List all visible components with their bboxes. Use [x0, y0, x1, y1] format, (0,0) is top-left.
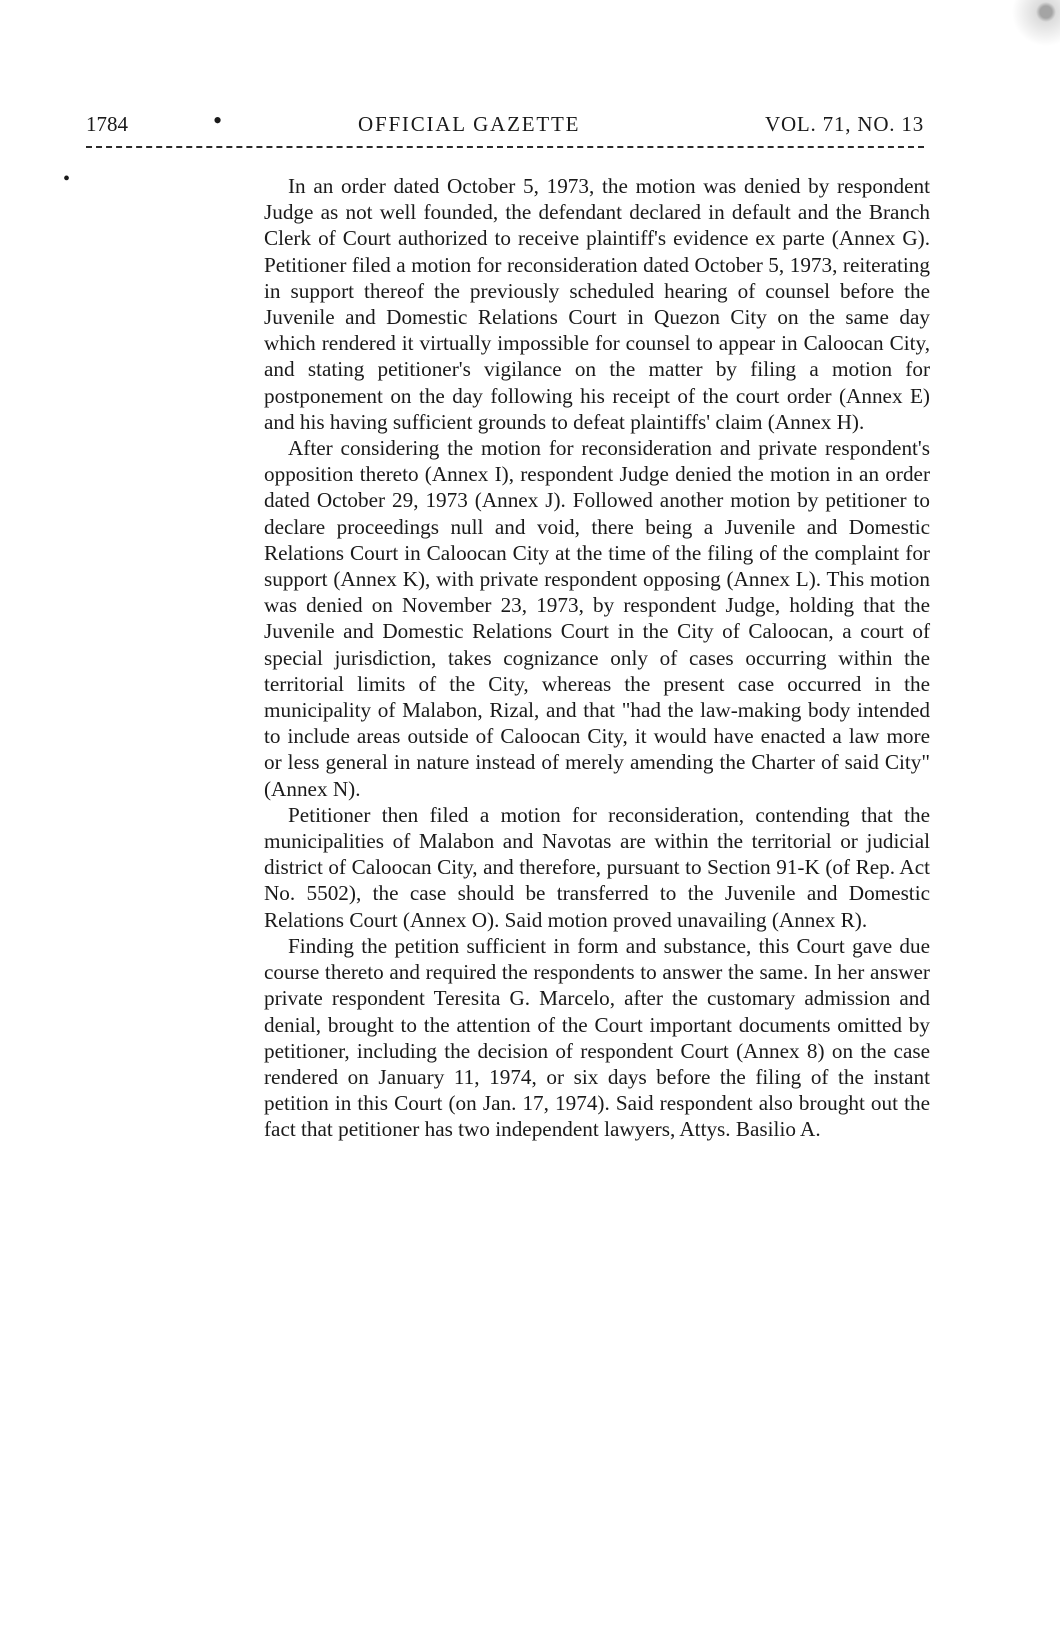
header-rule — [86, 146, 924, 148]
margin-bullet: • — [63, 168, 71, 190]
volume-number: VOL. 71, NO. 13 — [765, 112, 924, 136]
paragraph: Finding the petition sufficient in form and substance, this Court gave due course thereto and required the respondents to answer the same. In her answer private respondent Teresita G. Marcelo, after the customary admission and denial, brought to the attention of the Court important documents omitted by petitioner, including the decision of respondent Court (Annex 8) on the case rendered on January 11, 1974, or six days before the filing of the instant petition in this Court (on Jan. 17, 1974). Said respondent also brought out the fact that petitioner has two independent lawyers, Attys. Basilio A. — [264, 933, 930, 1142]
header-bullet: • — [213, 106, 223, 135]
body-text — [264, 173, 930, 1143]
paragraph: In an order dated October 5, 1973, the motion was denied by respondent Judge as not well founded, the defendant declared in default and the Branch Clerk of Court authorized to receive plaintiff's evidence ex parte (Annex G). Petitioner filed a motion for reconsideration dated October 5, 1973, reiterating in support thereof the previously scheduled hearing of counsel before the Juvenile and Domestic Relations Court in Quezon City on the same day which rendered it virtually impossible for counsel to appear in Caloocan City, and stating petitioner's vigilance on the matter by filing a motion for postponement on the day following his receipt of the court order (Annex E) and his having sufficient grounds to defeat plaintiffs' claim (Annex H). — [264, 174, 930, 434]
paragraph: After considering the motion for reconsideration and private respondent's opposition thereto (Annex I), respondent Judge denied the motion in an order dated October 29, 1973 (Annex J). Followed another motion by petitioner to declare proceedings null and void, there being a Juvenile and Domestic Relations Court in Caloocan City at the time of the filing of the complaint for support (Annex K), with private respondent opposing (Annex L). This motion was denied on November 23, 1973, by respondent Judge, holding that the Juvenile and Domestic Relations Court in the City of Caloocan, a court of special jurisdiction, takes cognizance only of cases occurring within the territorial limits of the City, whereas the present case occurred in the municipality of Malabon, Rizal, and that "had the law-making body intended to include areas outside of Caloocan City, it would have enacted a law more or less general in nature instead of merely amending the Charter of said City" (Annex N). — [264, 436, 930, 801]
scan-artifact — [990, 0, 1060, 60]
page-number: 1784 — [86, 112, 128, 136]
paragraph: Petitioner then filed a motion for reconsideration, contending that the municipalities of Malabon and Navotas are within the territorial or judicial district of Caloocan City, and therefore, pursuant to Section 91-K (of Rep. Act No. 5502), the case should be transferred to the Juvenile and Domestic Relations Court (Annex O). Said motion proved unavailing (Annex R). — [264, 802, 930, 932]
page-header — [86, 106, 924, 142]
publication-title: OFFICIAL GAZETTE — [358, 112, 581, 136]
